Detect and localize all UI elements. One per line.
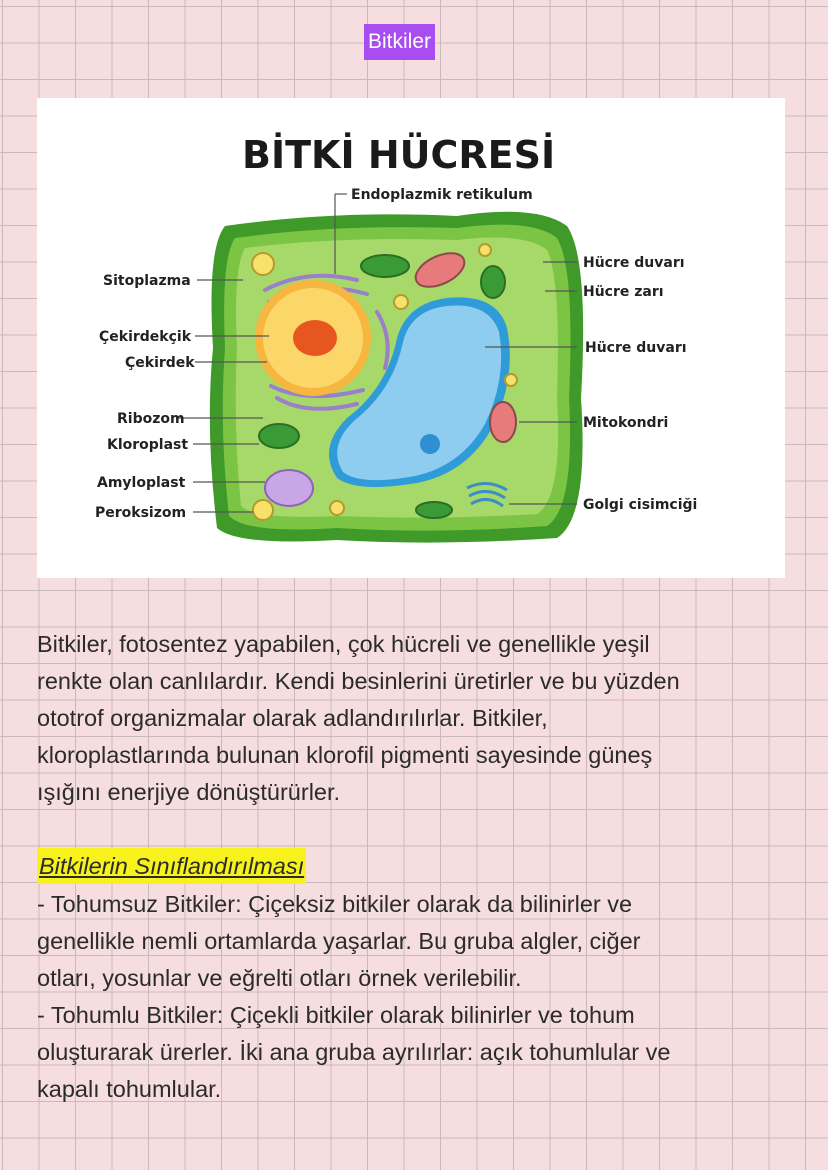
cell-illustration [37, 98, 785, 578]
organelle [479, 244, 491, 256]
peroxisome [253, 500, 273, 520]
page-tag: Bitkiler [364, 24, 435, 60]
intro-line: kloroplastlarında bulunan klorofil pigmenti sayesinde güneş [37, 742, 653, 768]
label-hucre-duvari-2: Hücre duvarı [585, 340, 687, 356]
label-cekirdekcik: Çekirdekçik [99, 329, 192, 345]
label-peroksizom: Peroksizom [95, 505, 187, 521]
amyloplast [265, 470, 313, 506]
organelle [394, 295, 408, 309]
label-hucre-zari: Hücre zarı [583, 284, 664, 300]
intro-line: ototrof organizmalar olarak adlandırılırlar. Bitkiler, [37, 705, 548, 731]
label-golgi: Golgi cisimciği [583, 497, 698, 513]
plant-cell-diagram [37, 98, 785, 578]
intro-line: ışığını enerjiye dönüştürürler. [37, 779, 341, 805]
intro-line: Bitkiler, fotosentez yapabilen, çok hücreli ve genellikle yeşil [37, 631, 650, 657]
label-kloroplast: Kloroplast [107, 437, 189, 453]
label-amyloplast: Amyloplast [97, 475, 186, 491]
label-sitoplazma: Sitoplazma [103, 273, 191, 289]
organelle [505, 374, 517, 386]
section-line: kapalı tohumlular. [37, 1076, 222, 1102]
chloroplast [259, 424, 299, 448]
vacuole-spot [420, 434, 440, 454]
label-endoplazmik: Endoplazmik retikulum [351, 187, 533, 203]
organelle [330, 501, 344, 515]
nucleolus [293, 320, 337, 356]
diagram-title: BİTKİ HÜCRESİ [242, 133, 556, 177]
section-line: oluşturarak ürerler. İki ana gruba ayrılırlar: açık tohumlular ve [37, 1039, 671, 1065]
section-line: - Tohumlu Bitkiler: Çiçekli bitkiler olarak bilinirler ve tohum [37, 1002, 635, 1028]
peroxisome [252, 253, 274, 275]
section-line: otları, yosunlar ve eğrelti otları örnek verilebilir. [37, 965, 522, 991]
chloroplast [361, 255, 409, 277]
chloroplast [416, 502, 452, 518]
chloroplast [481, 266, 505, 298]
label-cekirdek: Çekirdek [125, 355, 195, 371]
section-heading: Bitkilerin Sınıflandırılması [37, 848, 306, 884]
label-mitokondri: Mitokondri [583, 415, 669, 431]
mitochondrion [490, 402, 516, 442]
label-ribozom: Ribozom [117, 411, 185, 427]
section-line: genellikle nemli ortamlarda yaşarlar. Bu gruba algler, ciğer [37, 928, 641, 954]
classification-paragraph [37, 886, 797, 1108]
section-line: - Tohumsuz Bitkiler: Çiçeksiz bitkiler olarak da bilinirler ve [37, 891, 633, 917]
intro-line: renkte olan canlılardır. Kendi besinlerini üretirler ve bu yüzden [37, 668, 680, 694]
label-hucre-duvari-1: Hücre duvarı [583, 255, 685, 271]
intro-paragraph [37, 626, 797, 811]
